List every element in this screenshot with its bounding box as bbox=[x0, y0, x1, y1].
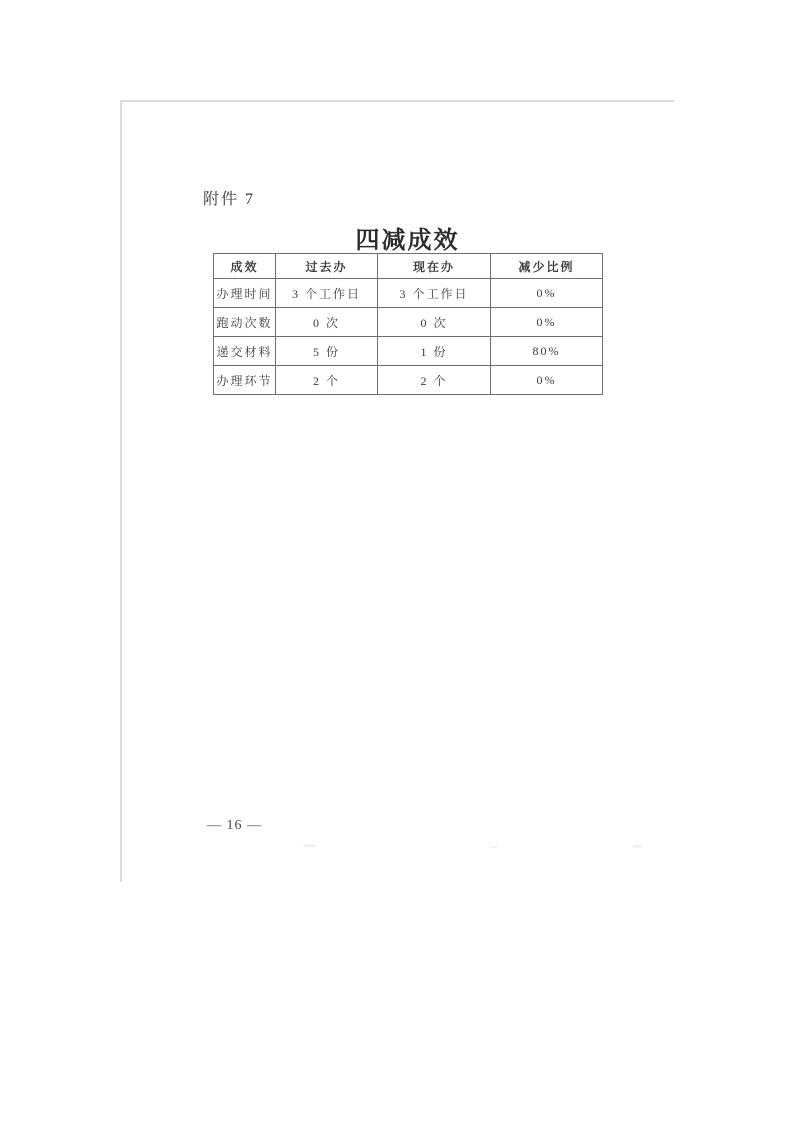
table-cell: 0 次 bbox=[276, 308, 378, 337]
table-cell: 2 个 bbox=[276, 366, 378, 395]
table-cell: 5 份 bbox=[276, 337, 378, 366]
page-number: — 16 — bbox=[207, 818, 262, 833]
table-header-cell: 成效 bbox=[214, 254, 276, 279]
table-row bbox=[214, 308, 603, 337]
table-cell: 0 次 bbox=[378, 308, 491, 337]
table-header-cell: 现在办 bbox=[378, 254, 491, 279]
scan-artifact bbox=[488, 846, 498, 848]
table-cell: 办理环节 bbox=[214, 366, 276, 395]
table-cell: 0% bbox=[491, 279, 603, 308]
table-cell: 1 份 bbox=[378, 337, 491, 366]
table-header-row bbox=[214, 254, 603, 279]
table-row bbox=[214, 366, 603, 395]
table-row bbox=[214, 337, 603, 366]
scanned-page bbox=[120, 100, 674, 882]
table-header-cell: 减少比例 bbox=[491, 254, 603, 279]
table-cell: 3 个工作日 bbox=[378, 279, 491, 308]
results-table bbox=[213, 253, 603, 395]
table-cell: 办理时间 bbox=[214, 279, 276, 308]
attachment-label: 附件 7 bbox=[203, 191, 256, 208]
scan-artifact bbox=[303, 844, 317, 847]
table-cell: 2 个 bbox=[378, 366, 491, 395]
table-header-cell: 过去办 bbox=[276, 254, 378, 279]
page-title: 四减成效 bbox=[355, 228, 460, 254]
table-row bbox=[214, 279, 603, 308]
table-cell: 80% bbox=[491, 337, 603, 366]
table-cell: 0% bbox=[491, 308, 603, 337]
table-cell: 0% bbox=[491, 366, 603, 395]
table-cell: 递交材料 bbox=[214, 337, 276, 366]
scan-artifact bbox=[631, 845, 643, 848]
table-cell: 跑动次数 bbox=[214, 308, 276, 337]
table-cell: 3 个工作日 bbox=[276, 279, 378, 308]
